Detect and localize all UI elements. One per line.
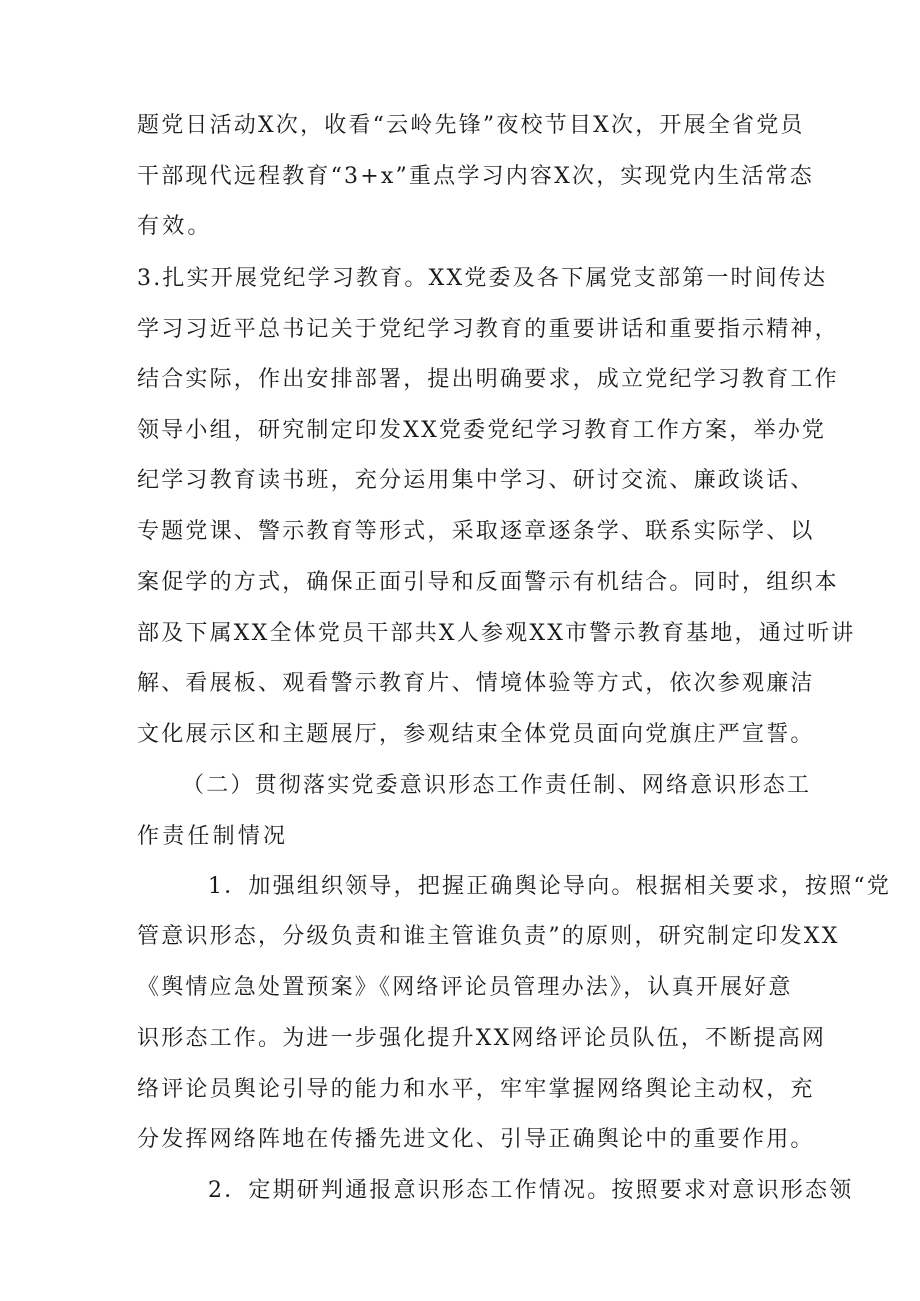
- paragraph-line: 专题党课、警示教育等形式，采取逐章逐条学、联系实际学、以: [137, 519, 815, 544]
- paragraph-line: 案促学的方式，确保正面引导和反面警示有机结合。同时，组织本: [137, 570, 839, 595]
- paragraph-line: 有效。: [137, 214, 213, 239]
- paragraph-line: 文化展示区和主题展厅，参观结束全体党员面向党旗庄严宣誓。: [137, 722, 815, 747]
- paragraph-line: 管意识形态，分级负责和谁主管谁负责”的原则，研究制定印发XX: [137, 924, 840, 949]
- paragraph-line: 分发挥网络阵地在传播先进文化、引导正确舆论中的重要作用。: [137, 1127, 815, 1152]
- paragraph-line: 学习习近平总书记关于党纪学习教育的重要讲话和重要指示精神，: [137, 317, 839, 342]
- paragraph-line: 《舆情应急处置预案》《网络评论员管理办法》，认真开展好意: [137, 975, 793, 1000]
- paragraph-line: 解、看展板、观看警示教育片、情境体验等方式，依次参观廉洁: [137, 671, 815, 696]
- section-heading-line: （二）贯彻落实党委意识形态工作责任制、网络意识形态工: [182, 773, 812, 798]
- paragraph-line: 结合实际，作出安排部署，提出明确要求，成立党纪学习教育工作: [137, 367, 839, 392]
- paragraph-line: 络评论员舆论引导的能力和水平，牢牢掌握网络舆论主动权，充: [137, 1077, 815, 1102]
- section-heading-line: 作责任制情况: [137, 824, 289, 849]
- paragraph-line: 3.扎实开展党纪学习教育。XX党委及各下属党支部第一时间传达: [137, 266, 828, 291]
- paragraph-line: 纪学习教育读书班，充分运用集中学习、研讨交流、廉政谈话、: [137, 468, 815, 493]
- paragraph-line: 题党日活动X次，收看“云岭先锋”夜校节目X次，开展全省党员: [137, 113, 805, 138]
- paragraph-line: 2．定期研判通报意识形态工作情况。按照要求对意识形态领: [208, 1178, 854, 1203]
- paragraph-line: 识形态工作。为进一步强化提升XX网络评论员队伍，不断提高网: [137, 1026, 827, 1051]
- paragraph-line: 部及下属XX全体党员干部共X人参观XX市警示教育基地，通过听讲: [137, 621, 856, 646]
- paragraph-line: 干部现代远程教育“3+x”重点学习内容X次，实现党内生活常态: [137, 164, 814, 189]
- paragraph-line: 1．加强组织领导，把握正确舆论导向。根据相关要求，按照“党: [208, 874, 892, 899]
- paragraph-line: 领导小组，研究制定印发XX党委党纪学习教育工作方案，举办党: [137, 418, 827, 443]
